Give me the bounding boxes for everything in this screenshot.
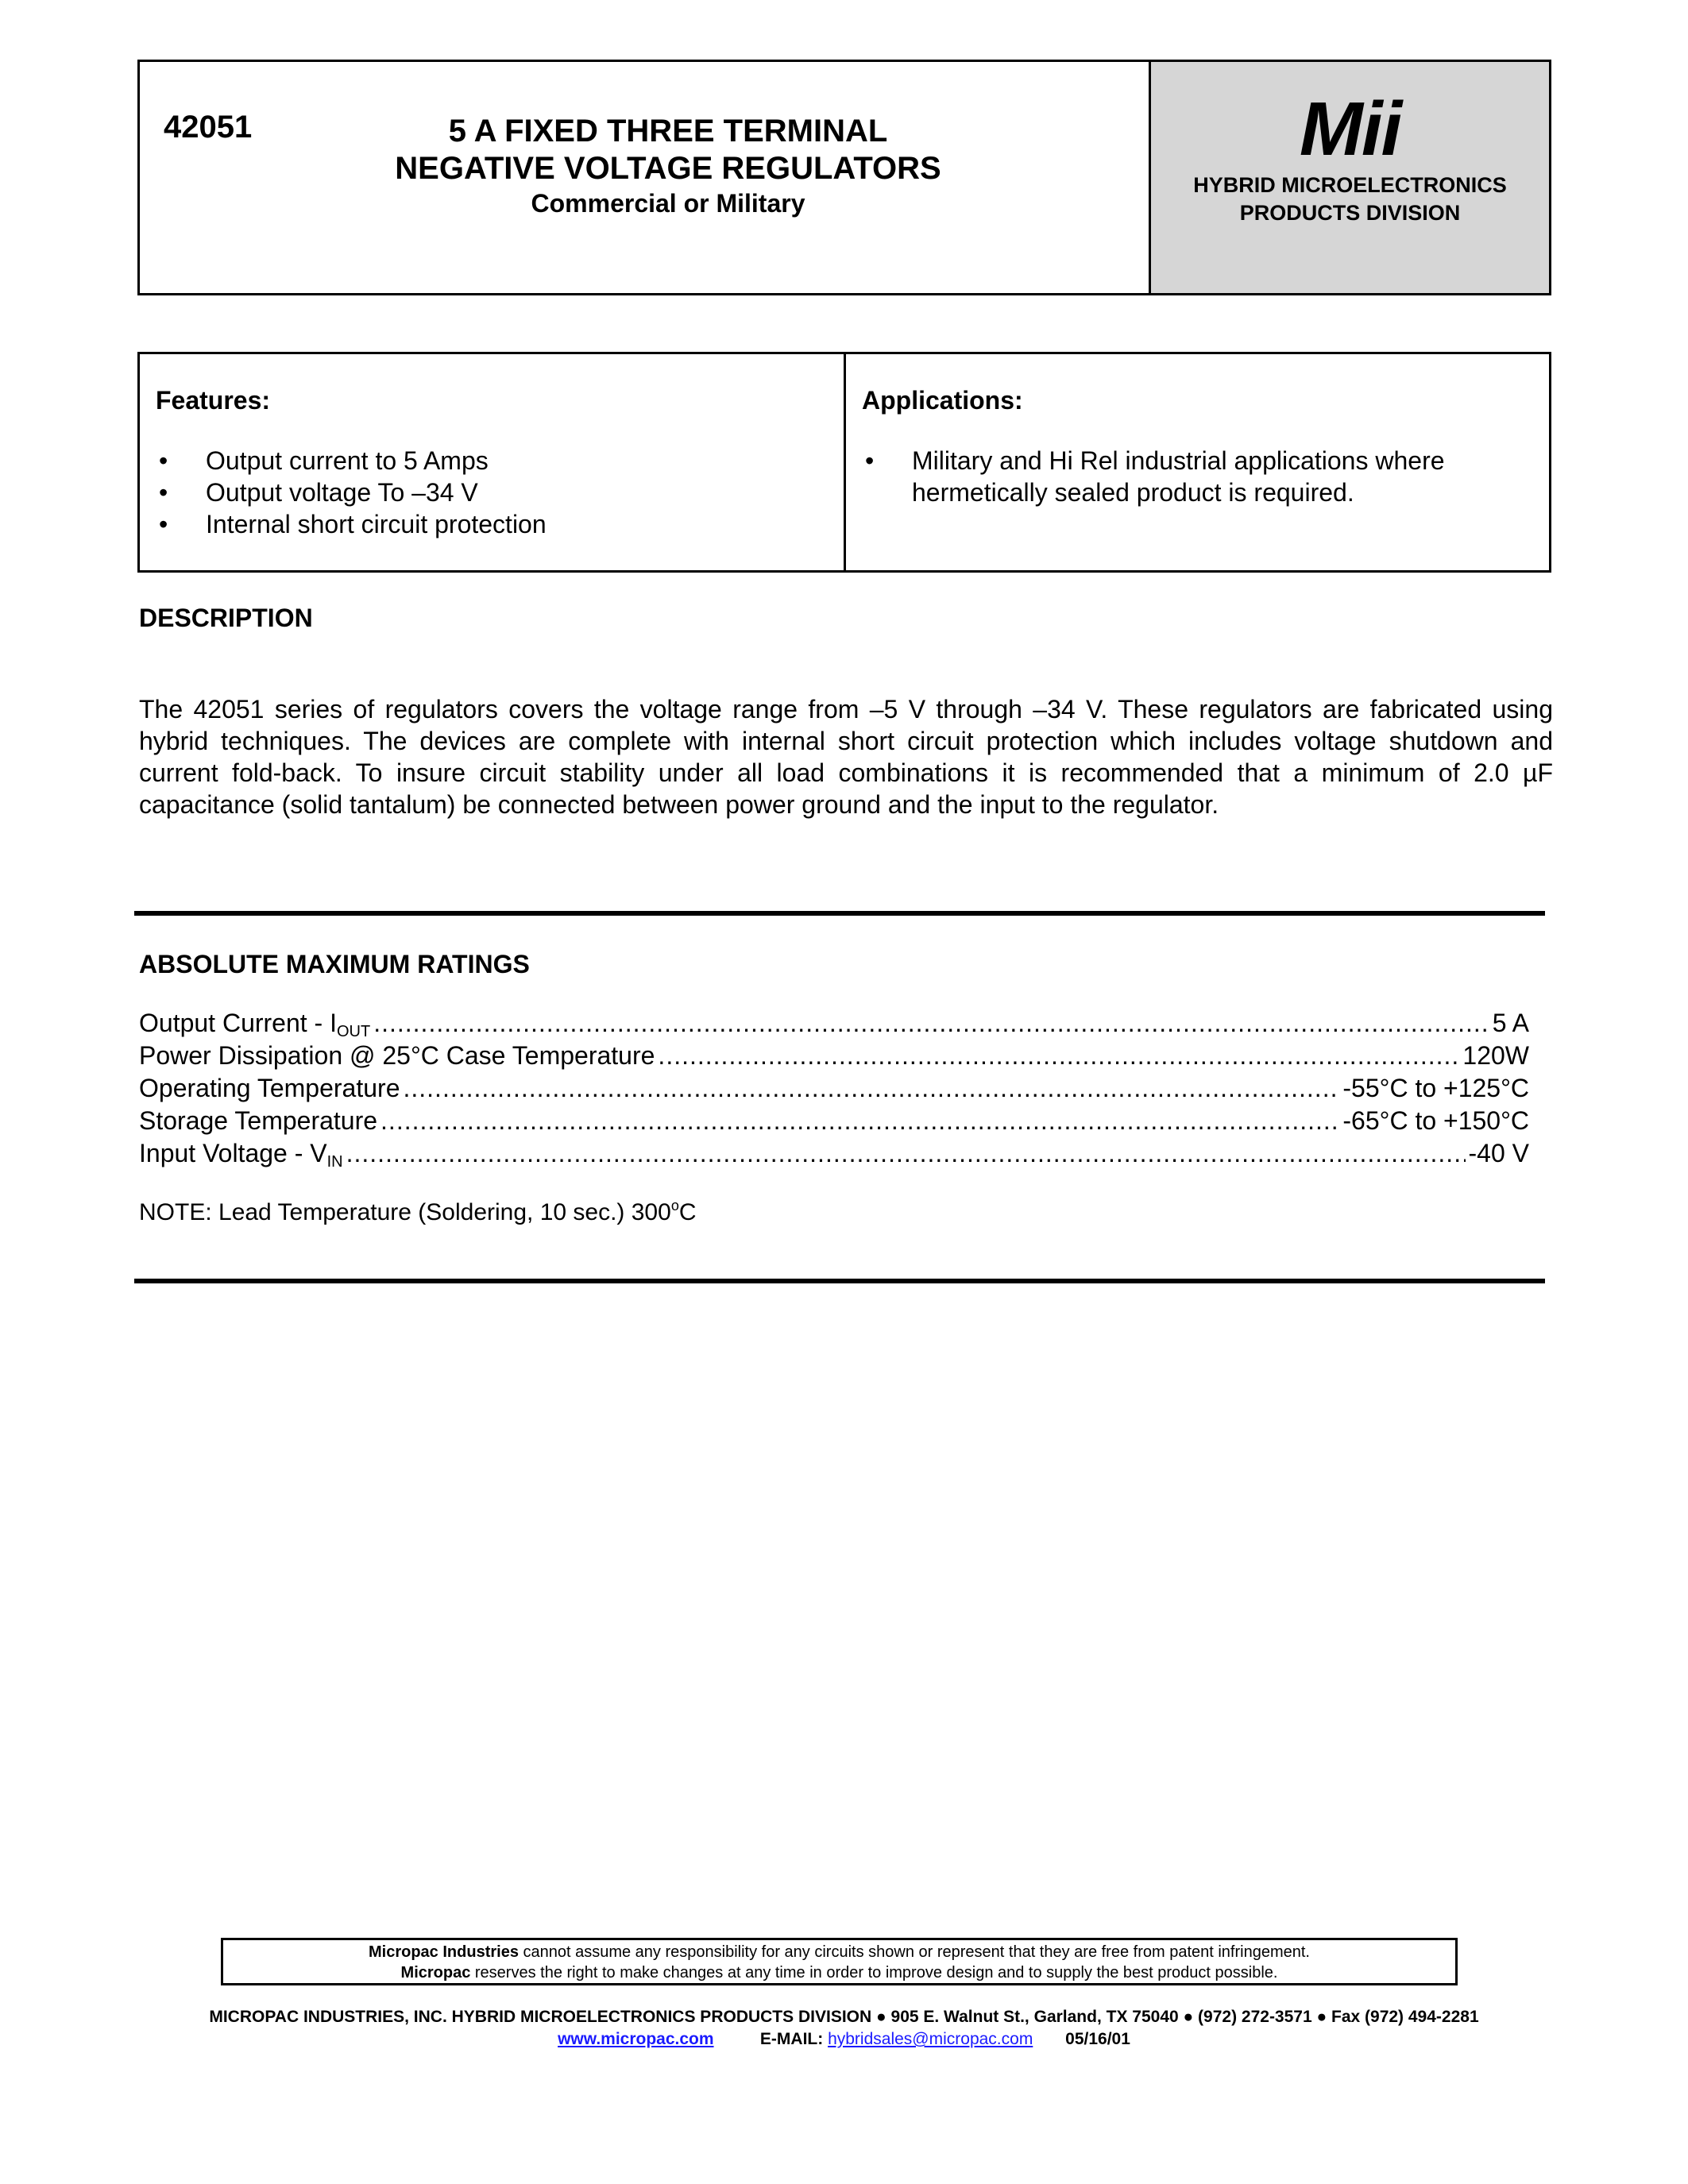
disclaimer-line-2: Micropac reserves the right to make changes at any time in order to improve design and to supply the best product possible. — [400, 1964, 1278, 1981]
bullet-icon: • — [159, 478, 168, 507]
rating-row-power-dissipation: Power Dissipation @ 25°C Case Temperature ..... 120W — [139, 1040, 1529, 1072]
lead-temperature-note: NOTE: Lead Temperature (Soldering, 10 sec.) 300$^o$C — [139, 1198, 697, 1225]
ratings-heading: ABSOLUTE MAXIMUM RATINGS — [139, 950, 530, 978]
features-heading: Features: — [156, 386, 271, 415]
email-link[interactable]: hybridsales@micropac.com — [828, 2030, 1033, 2048]
rating-row-operating-temperature: Operating Temperature ..... -55°C to +125°C — [139, 1072, 1529, 1105]
rating-row-input-voltage: Input Voltage - $V_{IN}$ ..... -40 V — [139, 1137, 1529, 1170]
applications-column — [846, 354, 1549, 570]
applications-list — [862, 445, 1468, 508]
applications-heading: Applications: — [862, 386, 1023, 415]
footer-address: MICROPAC INDUSTRIES, INC. HYBRID MICROELECTRONICS PRODUCTS DIVISION ● 905 E. Walnut St., Garland, TX 75040 ● (972) 272-3571 ● Fax (972) 494-2281 — [209, 2008, 1479, 2026]
dot-leader — [346, 1137, 1466, 1170]
rating-row-storage-temperature: Storage Temperature ..... -65°C to +150°C — [139, 1105, 1529, 1137]
dot-leader — [380, 1105, 1339, 1137]
division-name-line-2: PRODUCTS DIVISION — [1239, 201, 1461, 225]
title-line-2: NEGATIVE VOLTAGE REGULATORS — [395, 151, 941, 186]
title-line-1: 5 A FIXED THREE TERMINAL — [448, 114, 888, 149]
ratings-table — [139, 1007, 1529, 1170]
part-number: 42051 — [164, 110, 253, 145]
rating-row-output-current: Output Current - $I_{OUT}$ ..... 5 A — [139, 1007, 1529, 1040]
website-link[interactable]: www.micropac.com — [558, 2030, 714, 2048]
list-item: • Military and Hi Rel industrial applications where hermetically sealed product is required. — [865, 446, 1445, 507]
list-item: • Output current to 5 Amps — [159, 446, 489, 475]
bullet-icon: • — [159, 510, 168, 538]
list-item: • Output voltage To –34 V — [159, 478, 478, 507]
bullet-icon: • — [159, 446, 168, 475]
dot-leader — [373, 1007, 1489, 1040]
section-divider — [134, 911, 1545, 916]
dot-leader — [658, 1040, 1459, 1072]
features-list — [156, 445, 547, 540]
email-label: E-MAIL: — [759, 2030, 824, 2048]
dot-leader — [403, 1072, 1339, 1105]
company-logo: Mii — [1299, 87, 1401, 172]
division-name-line-1: HYBRID MICROELECTRONICS — [1193, 173, 1507, 197]
header-box — [137, 60, 1551, 295]
features-applications-box — [137, 352, 1551, 573]
list-item: • Internal short circuit protection — [159, 510, 547, 538]
bullet-icon: • — [865, 446, 875, 475]
company-logo-panel — [1149, 62, 1549, 293]
disclaimer-box — [221, 1938, 1458, 1985]
revision-date: 05/16/01 — [1065, 2030, 1130, 2048]
description-heading: DESCRIPTION — [139, 604, 313, 632]
footer-contact — [0, 2030, 1688, 2049]
section-divider — [134, 1279, 1545, 1283]
features-column — [140, 354, 846, 570]
description-text: The 42051 series of regulators covers the voltage range from –5 V through –34 V. These regulators are fabricated using hybrid techniques. The devices are complete with internal short circuit protection which includes voltage shutdown and current fold-back. To insure circuit stability under all load combinations it is recommended that a minimum of 2.0 µF capacitance (solid tantalum) be connected between power ground and the input to the regulator. — [139, 695, 1553, 819]
subtitle: Commercial or Military — [531, 189, 805, 218]
disclaimer-line-1: Micropac Industries cannot assume any responsibility for any circuits shown or represent that they are free from patent infringement. — [369, 1943, 1310, 1961]
